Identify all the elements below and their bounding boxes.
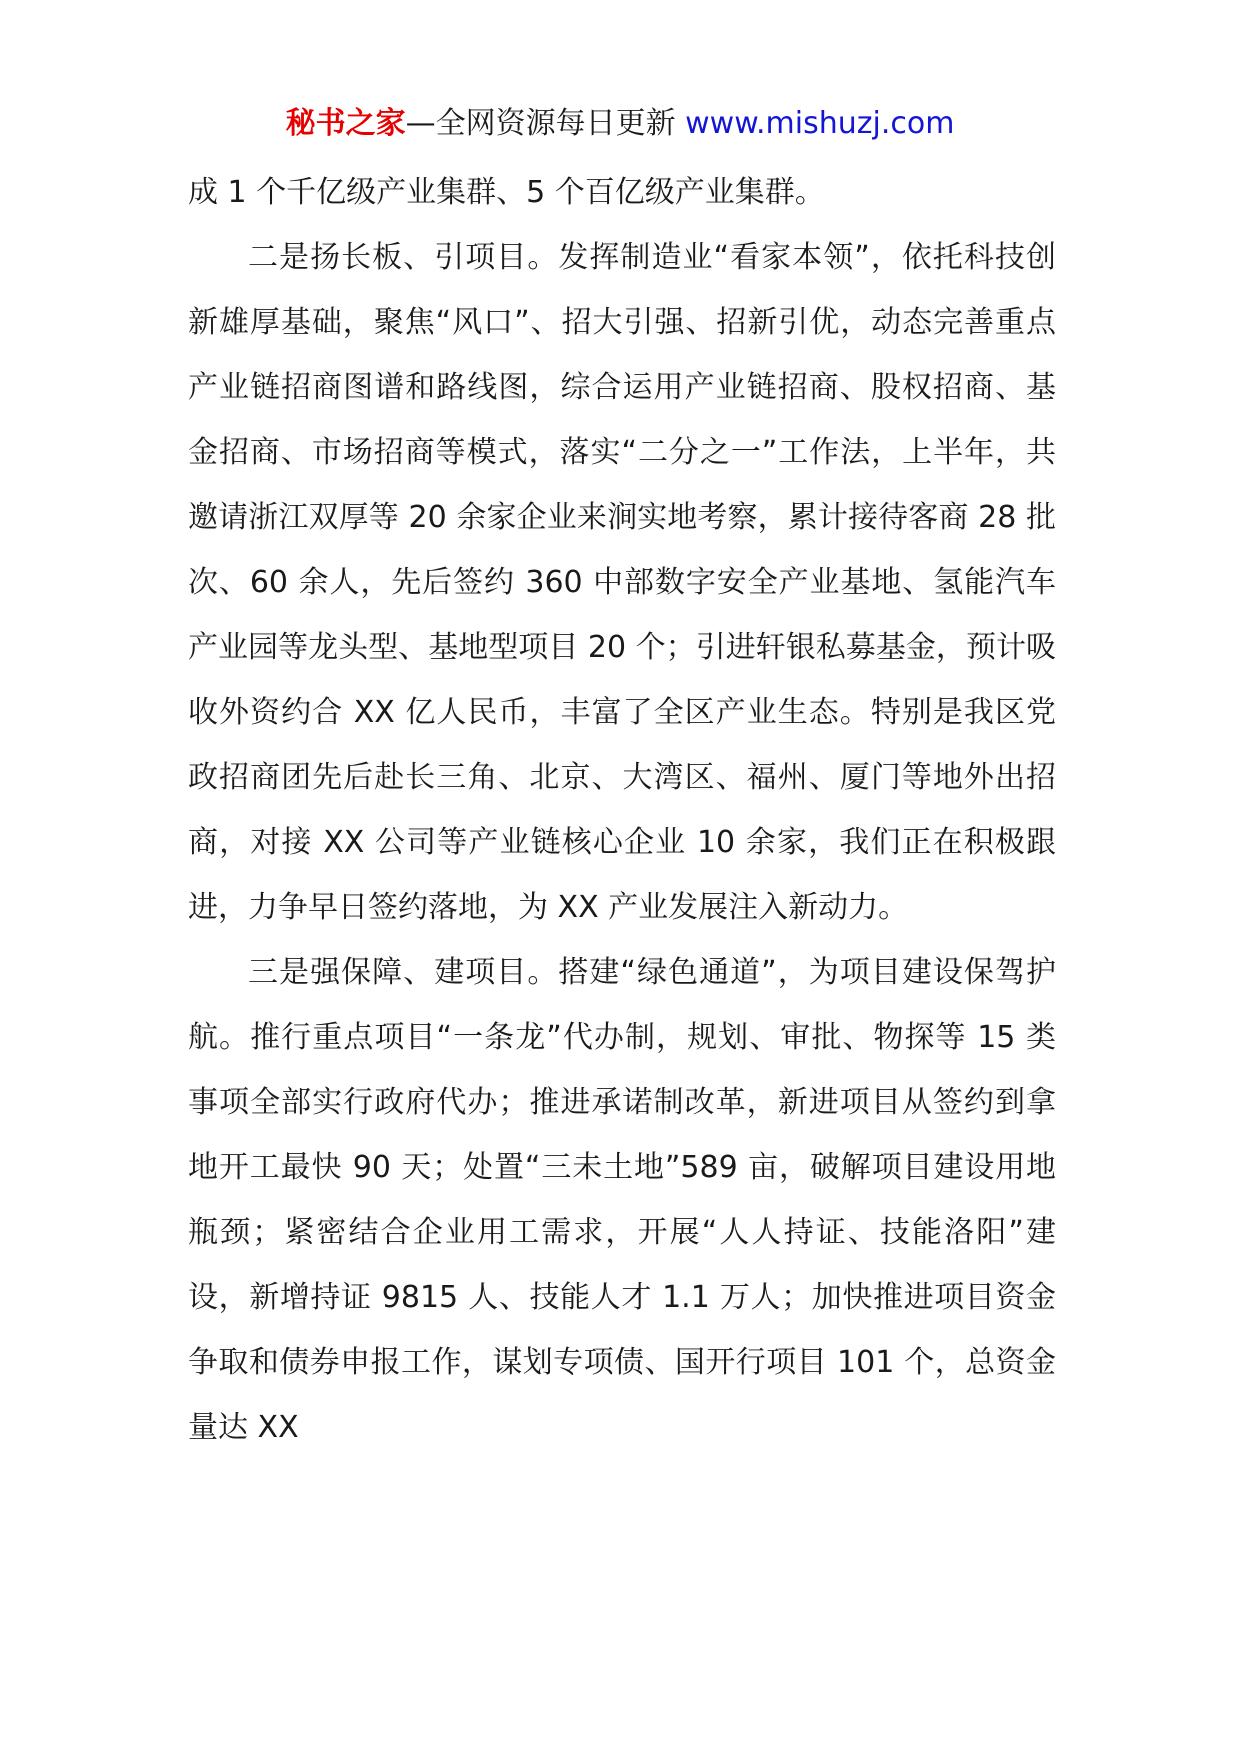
- paragraph-continuation: 成 1 个千亿级产业集群、5 个百亿级产业集群。: [188, 175, 825, 210]
- page-header: [0, 100, 1240, 148]
- document-body: [188, 160, 1056, 1460]
- paragraph-attract-projects: 二是扬长板、引项目。发挥制造业“看家本领”，依托科技创新雄厚基础，聚焦“风口”、招大引强、招新引优，动态完善重点产业链招商图谱和路线图，综合运用产业链招商、股权招商、基金招商、市场招商等模式，落实“二分之一”工作法，上半年，共邀请浙江双厚等 20 余家企业来涧实地考察，累计接待客商 28 批次、60 余人，先后签约 360 中部数字安全产业基地、氢能汽车产业园等龙头型、基地型项目 20 个；引进轩银私募基金，预计吸收外资约合 XX 亿人民币，丰富了全区产业生态。特别是我区党政招商团先后赴长三角、北京、大湾区、福州、厦门等地外出招商，对接 XX 公司等产业链核心企业 10 余家，我们正在积极跟进，力争早日签约落地，为 XX 产业发展注入新动力。: [188, 240, 1056, 925]
- paragraph-build-projects: 三是强保障、建项目。搭建“绿色通道”，为项目建设保驾护航。推行重点项目“一条龙”代办制，规划、审批、物探等 15 类事项全部实行政府代办；推进承诺制改革，新进项目从签约到拿地开工最快 90 天；处置“三未土地”589 亩，破解项目建设用地瓶颈；紧密结合企业用工需求，开展“人人持证、技能洛阳”建设，新增持证 9815 人、技能人才 1.1 万人；加快推进项目资金争取和债券申报工作，谋划专项债、国开行项目 101 个，总资金量达 XX: [188, 955, 1056, 1445]
- brand-name: 秘书之家: [285, 106, 406, 141]
- header-url-link[interactable]: www.mishuzj.com: [685, 106, 955, 141]
- header-tagline: —全网资源每日更新: [405, 106, 676, 141]
